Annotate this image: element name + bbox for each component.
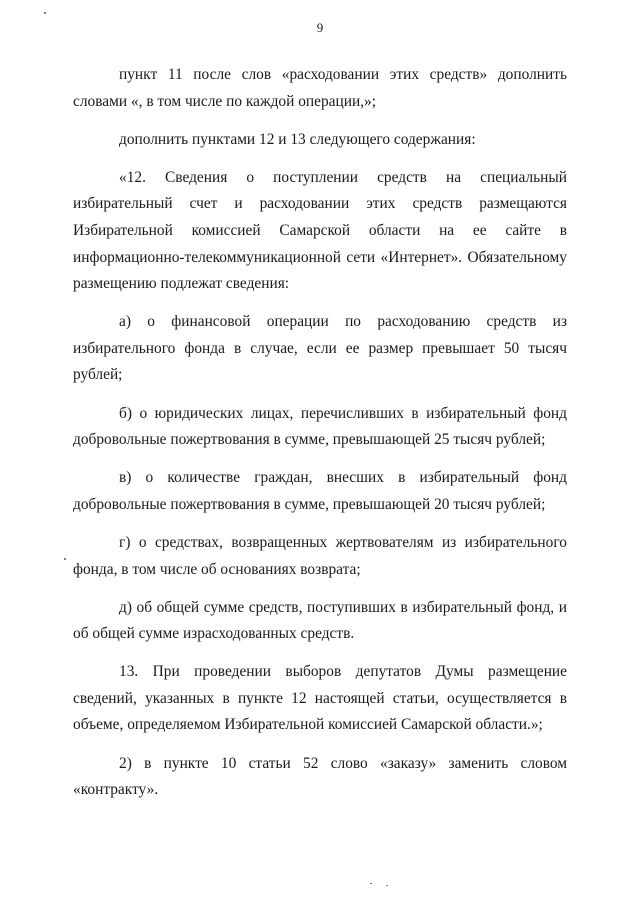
paragraph-item-12: «12. Сведения о поступлении средств на специальный избирательный счет и расходовании этих средств размещаются Избирательной комиссией Самарской области на ее сайте в информационно-телекоммуникационной сети «Интернет». Обязательному размещению подлежат сведения:	[73, 168, 567, 293]
paragraph-item-11-amendment: пункт 11 после слов «расходовании этих средств» дополнить словами «, в том числе по каждой операции,»;	[73, 66, 567, 110]
paragraph-subitem-v: в) о количестве граждан, внесших в избирательный фонд добровольные пожертвования в сумме, превышающей 20 тысяч рублей;	[73, 469, 567, 513]
scan-speck	[370, 883, 372, 884]
scan-speck	[44, 12, 46, 14]
scan-speck	[64, 558, 66, 560]
paragraph-article-52-amendment: 2) в пункте 10 статьи 52 слово «заказу» заменить словом «контракту».	[73, 754, 567, 799]
scan-speck	[386, 885, 388, 886]
paragraph-subitem-g: г) о средствах, возвращенных жертвователям из избирательного фонда, в том числе об основаниях возврата;	[73, 533, 567, 578]
paragraph-add-items-intro: дополнить пунктами 12 и 13 следующего содержания:	[119, 130, 476, 148]
page-number: 9	[316, 20, 324, 35]
paragraph-subitem-b: б) о юридических лицах, перечисливших в избирательный фонд добровольные пожертвования в сумме, превышающей 25 тысяч рублей;	[73, 404, 567, 449]
document-body	[73, 62, 567, 815]
paragraph-item-13: 13. При проведении выборов депутатов Думы размещение сведений, указанных в пункте 12 настоящей статьи, осуществляется в объеме, определяемом Избирательной комиссией Самарской области.»;	[73, 663, 567, 734]
paragraph-subitem-d: д) об общей сумме средств, поступивших в избирательный фонд, и об общей сумме израсходованных средств.	[73, 598, 567, 643]
paragraph-subitem-a: а) о финансовой операции по расходованию средств из избирательного фонда в случае, если ее размер превышает 50 тысяч рублей;	[73, 313, 567, 384]
